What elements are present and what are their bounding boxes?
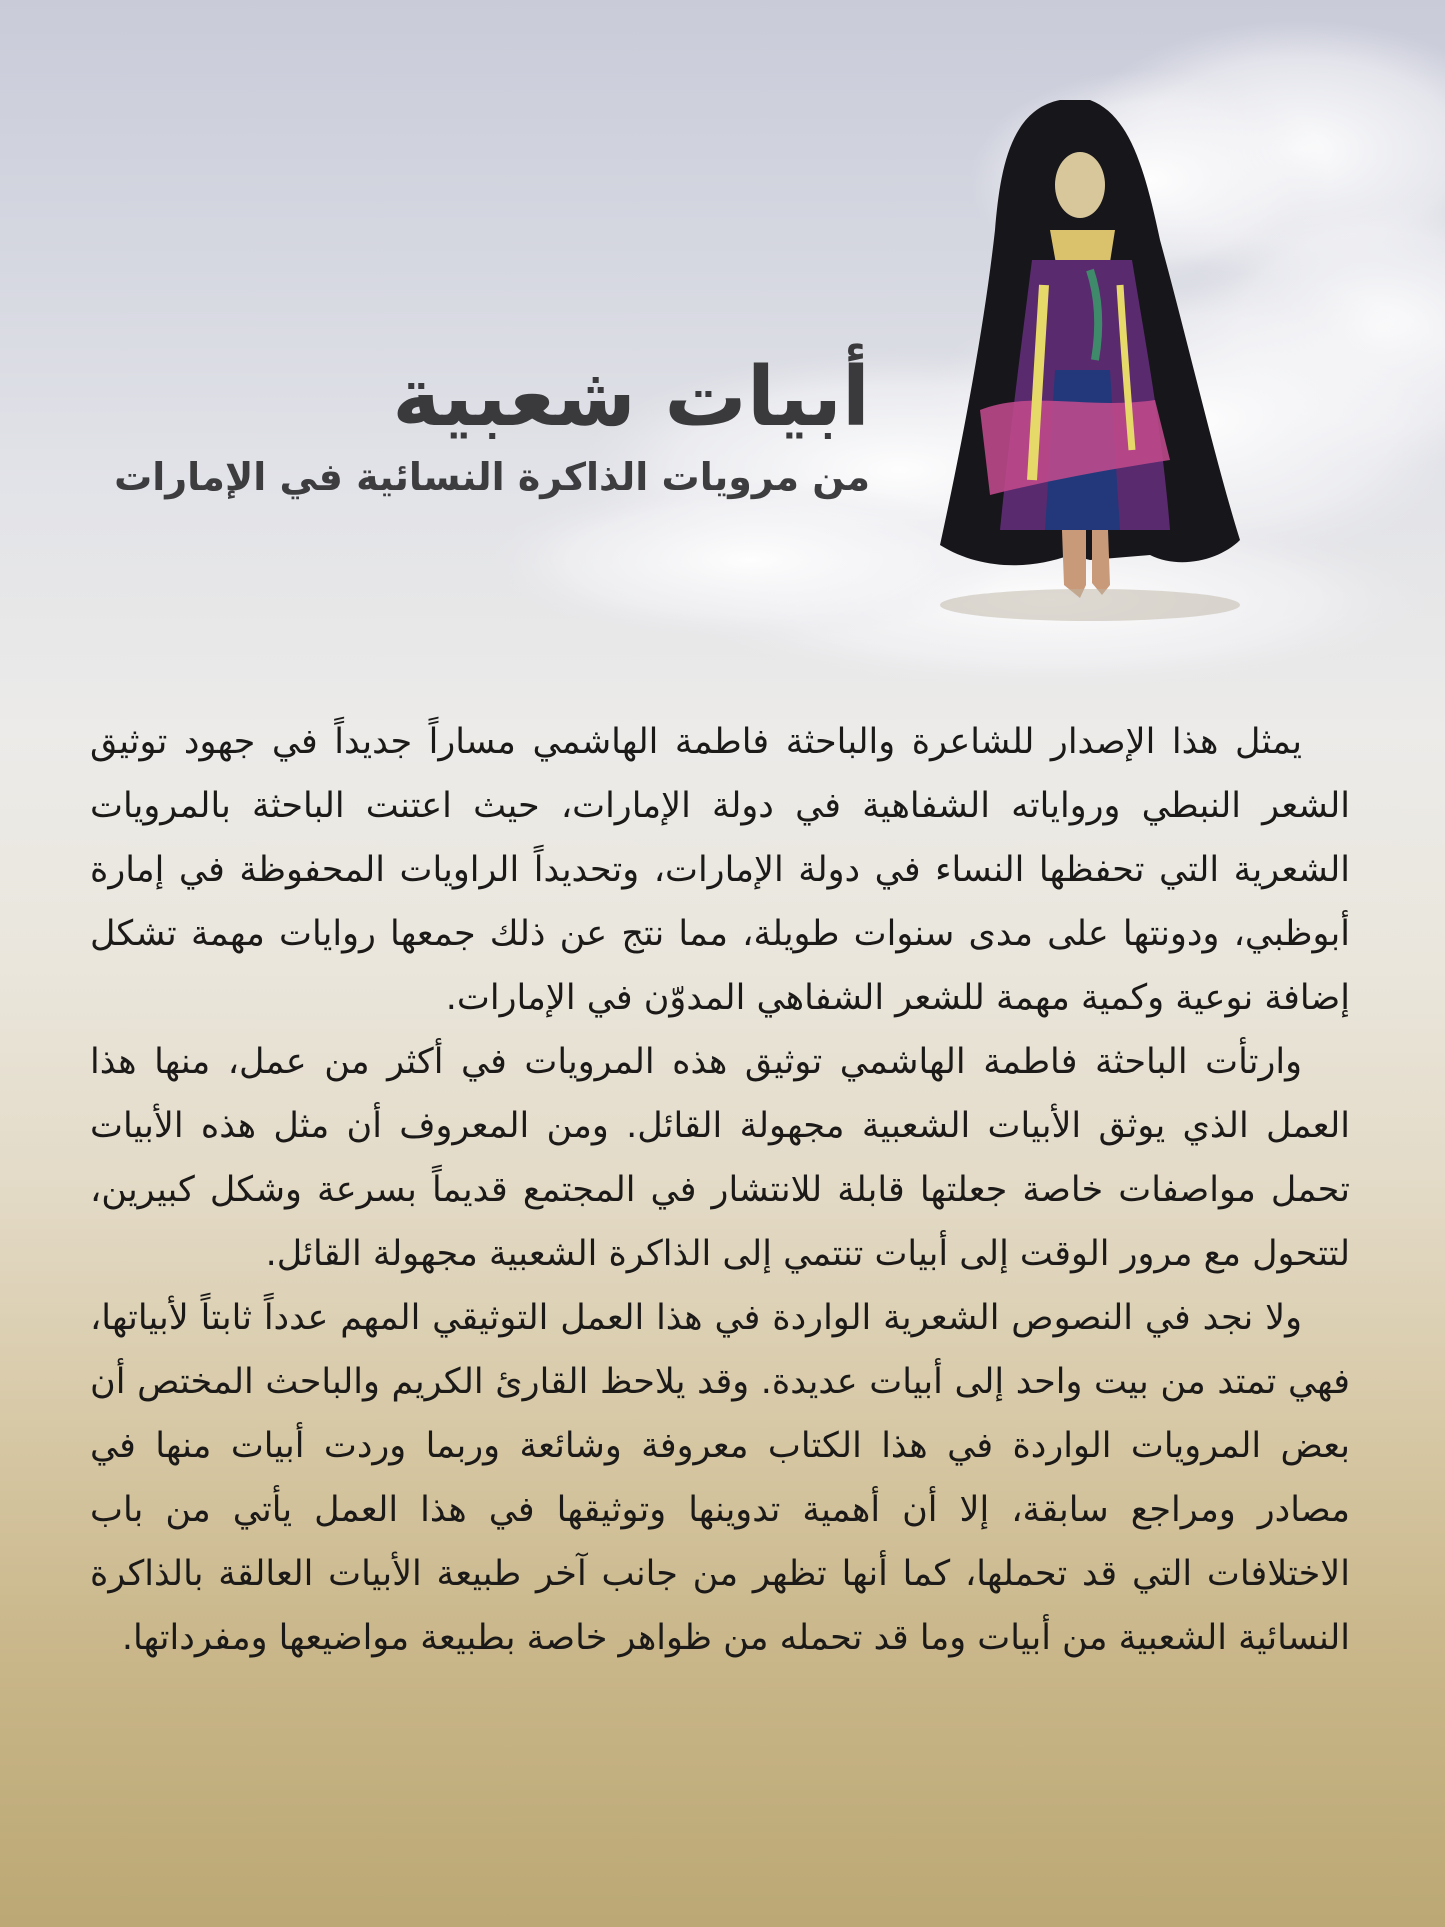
paragraph: يمثل هذا الإصدار للشاعرة والباحثة فاطمة الهاشمي مساراً جديداً في جهود توثيق الشعر النبطي ورواياته الشفاهية في دولة الإمارات، حيث اعتنت الباحثة بالمرويات الشعرية التي تحفظها النساء في دولة الإمارات، وتحديداً الراويات المحفوظة في إمارة أبوظبي، ودونتها على مدى سنوات طويلة، مما نتج عن ذلك جمعها روايات مهمة تشكل إضافة نوعية وكمية مهمة للشعر الشفاهي المدوّن في الإمارات.	[90, 722, 1350, 1018]
paragraph: وارتأت الباحثة فاطمة الهاشمي توثيق هذه المرويات في أكثر من عمل، منها هذا العمل الذي يوثق الأبيات الشعبية مجهولة القائل. ومن المعروف أن مثل هذه الأبيات تحمل مواصفات خاصة جعلتها قابلة للانتشار في المجتمع قديماً بسرعة وشكل كبيرين، لتتحول مع مرور الوقت إلى أبيات تنتمي إلى الذاكرة الشعبية مجهولة القائل.	[90, 1042, 1350, 1274]
book-subtitle: من مرويات الذاكرة النسائية في الإمارات	[114, 455, 870, 500]
book-title: أبيات شعبية	[392, 350, 870, 445]
woman-figure-illustration	[940, 100, 1240, 650]
paragraph: ولا نجد في النصوص الشعرية الواردة في هذا العمل التوثيقي المهم عدداً ثابتاً لأبياتها، فهي تمتد من بيت واحد إلى أبيات عديدة. وقد يلاحظ القارئ الكريم والباحث المختص أن بعض المرويات الواردة في هذا الكتاب معروفة وشائعة وربما وردت أبيات منها في مصادر ومراجع سابقة، إلا أن أهمية تدوينها وتوثيقها في هذا العمل يأتي من باب الاختلافات التي قد تحملها، كما أنها تظهر من جانب آخر طبيعة الأبيات العالقة بالذاكرة النسائية الشعبية من أبيات وما قد تحمله من ظواهر خاصة بطبيعة مواضيعها ومفرداتها.	[90, 1298, 1350, 1658]
description-text	[90, 710, 1350, 1670]
title-block	[114, 350, 870, 500]
